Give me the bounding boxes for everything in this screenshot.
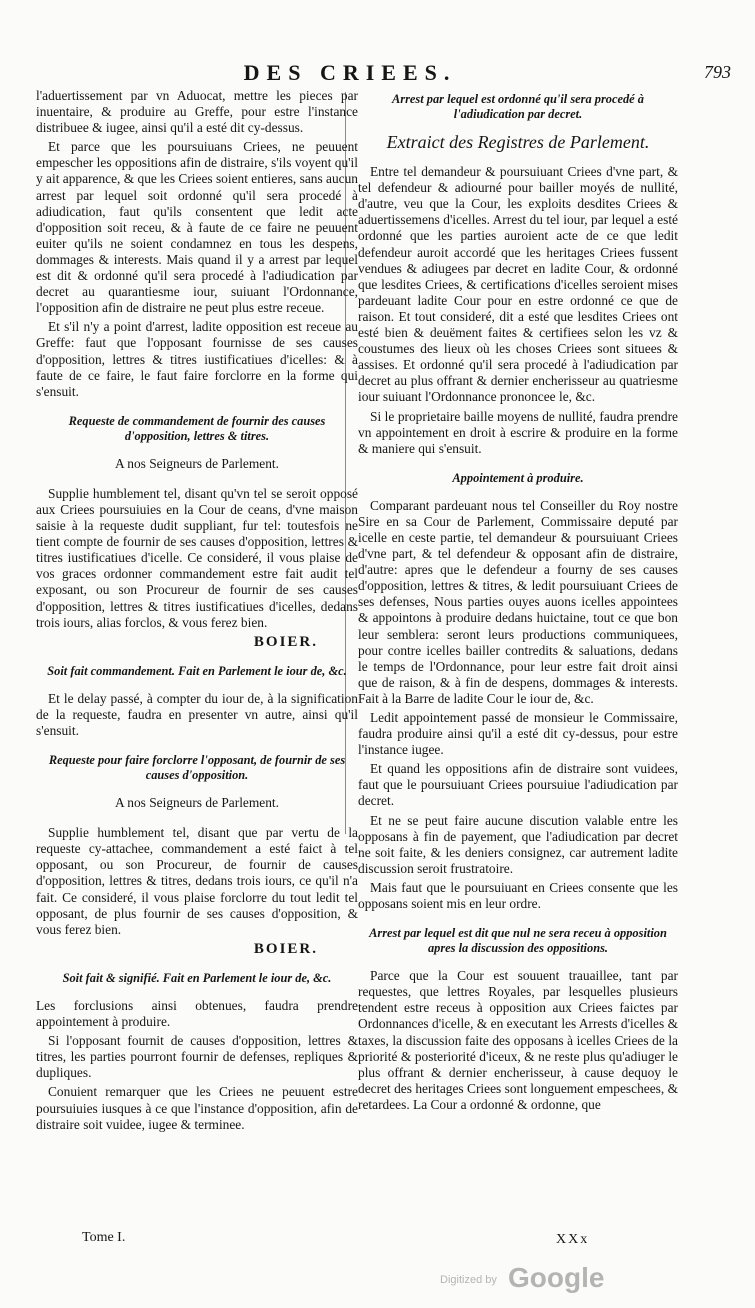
section-heading: Requeste pour faire forclorre l'opposant, de fournir de ses causes d'opposition. [48,753,346,783]
page-number: 793 [704,62,731,82]
paragraph: Et le delay passé, à compter du iour de, à la signification de la requeste, faudra en presenter vn autre, ainsi qu'il s'ensuit. [36,690,358,738]
section-heading: Soit fait & signifié. Fait en Parlement le iour de, &c. [62,970,332,985]
signature: BOIER. [253,633,318,650]
paragraph: Entre tel demandeur & poursuiuant Criees d'vne part, & tel defendeur & adiourné pour bailler moyés de nullité, d'autre, veu que la Cour, les exploits desdites Criees & aduertissemens d'icelles. Arrest du tel iour, par lequel a esté ordonné que les parties auroient acte de ce que ledit defendeur auroit accordé que les heritages Criees fussent vendues & adiugees par decret en ladite Cour, & ordonné que lesdites Criees, & certifications d'icelles seroient mises pardeuant ladite Cour pour en estre ordonné ce que de raison. Et tout consideré, dit a esté que lesdites Criees ont esté bien & deuëment faites & certifiees selon les vz & coustumes des lieux où les choses Criees sont situees & assises. Et ordonné qu'il sera procedé à l'adiudication par decret au plus offrant & dernier encherisseur au quatriesme iour suiuant l'Ordonnance prononcee le, &c. [358,164,678,405]
section-heading: Soit fait commandement. Fait en Parlement le iour de, &c. [47,663,347,678]
paragraph: Si l'opposant fournit de causes d'opposition, lettres & titres, les parties pourront fournir de defenses, repliques & dupliques. [36,1033,358,1081]
section-heading: Arrest par lequel est ordonné qu'il sera procedé à l'adiudication par decret. [392,92,644,121]
signature-mark: XXx [556,1232,590,1247]
paragraph: Et ne se peut faire aucune discution valable entre les opposans à fin de payement, que l'adiudication par decret ne soit faite, & les deniers consignez, car autrement ladite discussion seroit frustratoire. [358,812,678,876]
section-heading: Requeste de commandement de fournir des causes d'opposition, lettres & titres. [68,413,326,443]
google-logo: Google [508,1262,605,1293]
section-heading: Appointement à produire. [452,470,584,485]
paragraph: Supplie humblement tel, disant que par vertu de la requeste cy-attachee, commandement a esté faict à tel opposant, ou son Procureur, de fournir de causes d'opposition, lettres & titres, dedans trois iours, ce qu'il n'a fait. Ce consideré, il vous plaise forclorre du tout ledit tel opposant, de plus fournir de ses causes d'opposition, & vous ferez bien. [36,825,358,937]
paragraph: Parce que la Cour est souuent trauaillee, tant par requestes, que lettres Royales, par lesquelles plusieurs tendent estre receus à opposition aux Criees faictes par Ordonnances d'icelle, & en executant les Arrests d'icelles & taxes, la discussion faite des opposans à icelles Criees de la priorité & posteriorité d'iceux, & ne reste plus qu'adiuger le plus offrant & dernier encherisseur, à cause dequoy le decret des heritages Criees sont longuement empeschees, & retardees. La Cour a ordonné & ordonne, que [358,968,678,1112]
paragraph: Conuient remarquer que les Criees ne peuuent estre poursuiuies iusques à ce que l'instance d'opposition, afin de distraire soit vuidee, iugee & terminee. [36,1084,358,1132]
signature: BOIER. [253,940,318,957]
header-title: DES CRIEES. [243,60,457,85]
paragraph: Et s'il n'y a point d'arrest, ladite opposition est receue au Greffe: faut que l'opposant fournisse de ses causes d'opposition, lettres & titres iustificatiues d'icelles: & à faute de ce faire, le faut faire forclorre en la forme qui s'ensuit. [36,319,358,399]
paragraph: Mais faut que le poursuiuant en Criees consente que les opposans soient mis en leur ordre. [358,879,678,912]
left-column [36,88,358,1136]
section-heading: Arrest par lequel est dit que nul ne sera receu à opposition apres la discussion des oppositions. [369,926,667,956]
watermark-prefix: Digitized by [440,1274,497,1286]
tome-label: Tome I. [82,1230,126,1245]
salutation: A nos Seigneurs de Parlement. [114,455,279,471]
paragraph: Et parce que les poursuiuans Criees, ne peuuent empescher les oppositions afin de distraire, s'ils voyent qu'il y ait apparence, & que les Criees soient entieres, sans aucun arrest par lequel soit ordonné qu'il sera procedé à adiudication, faut qu'ils consentent que ledit acte d'opposition soit receu, & à faute de ce faire ne peuuent euiter qu'ils ne soient condamnez en tous les despens, dommages & interests. Mais quand il y a arrest par lequel est dit & ordonné qu'il sera procedé à l'adiudication par decret au quarantiesme iour, suiuant l'Ordonnance, l'opposition afin de distraire ne peut plus estre receue. [36,139,359,316]
right-column [358,88,678,1116]
paragraph: Supplie humblement tel, disant qu'vn tel se seroit opposé aux Criees poursuiuies en la Cour de ceans, d'vne maison saisie à la requeste dudit suppliant, fur tel: toutesfois ne tient compte de fournir de ses causes d'opposition, lettres & titres iustificatiues d'icelle. Ce consideré, il vous plaise de vos graces ordonner commandement estre fait audit tel exposant, ou son Procureur de fournir de ses causes d'opposition, lettres & titres iustificatiues d'icelles, dedans trois iours, alias forclos, & vous ferez bien. [36,485,358,630]
paragraph: Les forclusions ainsi obtenues, faudra prendre appointement à produire. [36,997,358,1030]
running-header [0,60,755,90]
paragraph: Si le proprietaire baille moyens de nullité, faudra prendre vn appointement en droit à escrire & produire en la forme & maniere qui s'ensuit. [358,408,678,456]
paragraph: Ledit appointement passé de monsieur le Commissaire, faudra produire ainsi qu'il a esté dit cy-dessus, pour estre l'instance iugee. [358,710,678,758]
google-watermark [440,1262,640,1298]
extract-title: Extraict des Registres de Parlement. [386,132,650,152]
paragraph: l'aduertissement par vn Aduocat, mettre les pieces par inuentaire, & produire au Greffe, pour estre l'instance distribuee & iugee, ainsi qu'il a esté dit cy-dessus. [36,88,358,136]
paragraph: Et quand les oppositions afin de distraire sont vuidees, faut que le poursuiuant Criees poursuiue l'adiudication par decret. [358,761,678,809]
salutation: A nos Seigneurs de Parlement. [114,795,279,811]
paragraph: Comparant pardeuant nous tel Conseiller du Roy nostre Sire en sa Cour de Parlement, Commissaire deputé par icelle en ceste partie, tel demandeur & poursuiuant Criees d'vne part, & tel defendeur & opposant afin de distraire, d'autre: apres que le defendeur a fourny de ses causes d'opposition, lettres & titres, & ledit poursuiuant Criees de ses defenses, Nous parties ouyes auons icelles appointees & appointons à produire dedans huictaine, tout ce que bon leur semblera: seront leurs productions communiquees, pour contre icelles bailler contredits & saluations, dedans le temps de l'Ordonnance, pour leur estre fait droit ainsi que de raison, & à fin de despens, dommages & interests. Fait à la Barre de ladite Cour le iour de, &c. [358,497,678,706]
